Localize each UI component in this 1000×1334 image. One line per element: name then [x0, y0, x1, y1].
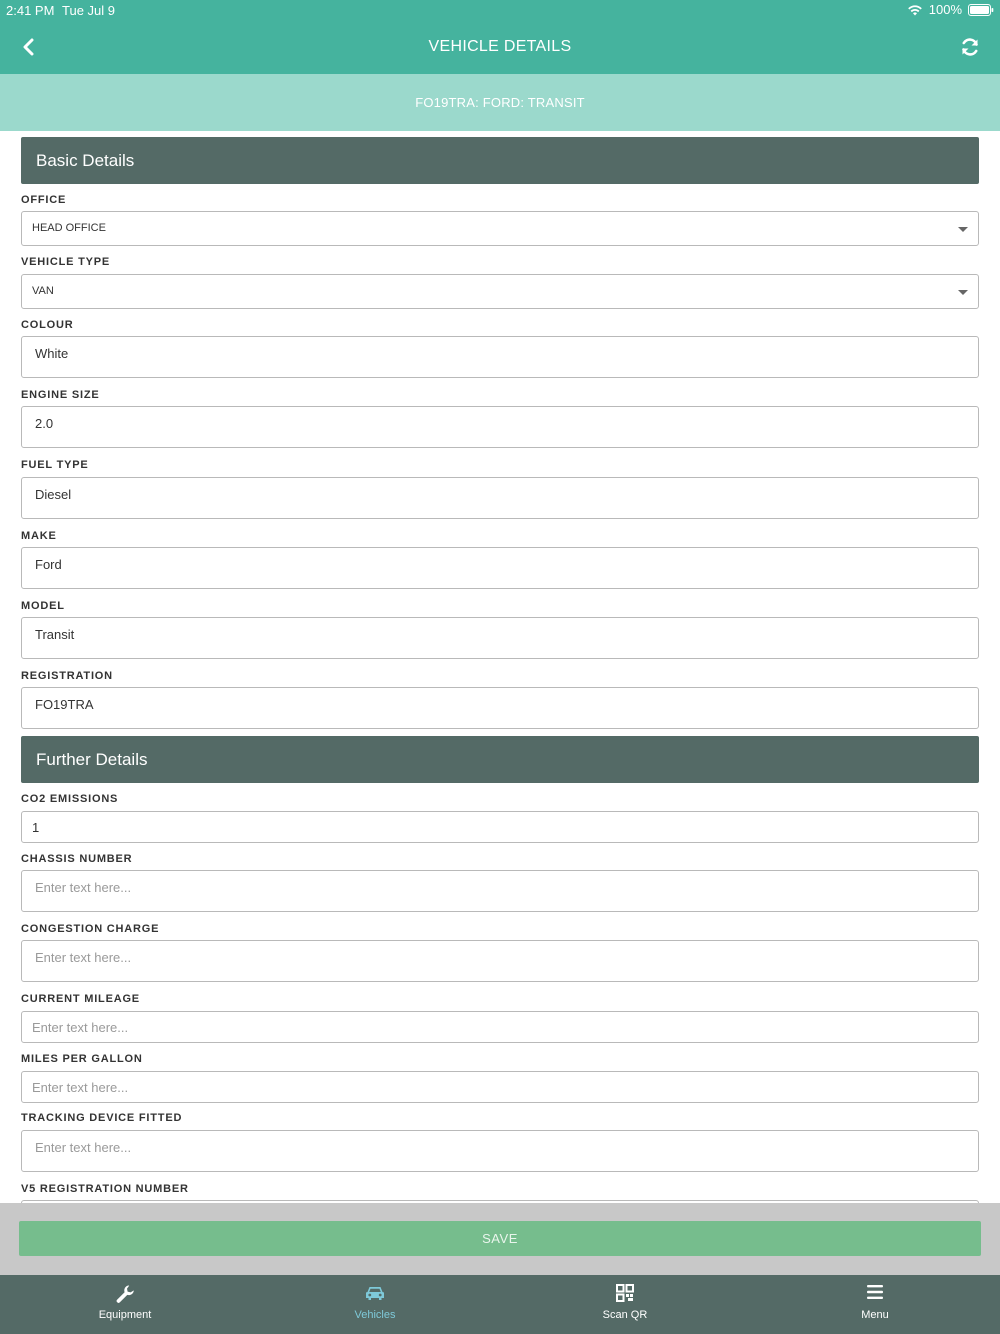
tab-label: Equipment [98, 1309, 152, 1321]
tab-equipment[interactable] [0, 1275, 250, 1334]
colour-label: COLOUR [21, 319, 74, 331]
vehicle-type-value: VAN [32, 285, 54, 297]
congestion-input[interactable] [21, 940, 979, 982]
chassis-input[interactable] [21, 870, 979, 912]
wifi-icon [907, 4, 923, 16]
engine-size-value: 2.0 [35, 416, 54, 431]
fuel-type-label: FUEL TYPE [21, 459, 89, 471]
page-title: VEHICLE DETAILS [428, 38, 572, 55]
status-indicators [907, 2, 994, 17]
status-time: 2:41 PM [6, 3, 55, 18]
chassis-placeholder: Enter text here... [35, 880, 132, 895]
mpg-placeholder: Enter text here... [32, 1080, 129, 1095]
refresh-button[interactable] [956, 34, 984, 60]
mileage-label: CURRENT MILEAGE [21, 993, 140, 1005]
hamburger-menu-icon [866, 1284, 884, 1300]
status-bar [0, 0, 1000, 20]
tab-menu[interactable] [750, 1275, 1000, 1334]
engine-size-input[interactable] [21, 406, 979, 448]
chassis-label: CHASSIS NUMBER [21, 853, 133, 865]
tab-scan-qr[interactable] [500, 1275, 750, 1334]
office-value: HEAD OFFICE [32, 222, 106, 234]
wrench-icon [115, 1284, 135, 1304]
vehicle-type-label: VEHICLE TYPE [21, 256, 111, 268]
office-label: OFFICE [21, 194, 67, 206]
mileage-input[interactable] [21, 1011, 979, 1043]
save-button[interactable]: SAVE [19, 1221, 981, 1256]
co2-input[interactable] [21, 811, 979, 843]
registration-label: REGISTRATION [21, 670, 113, 682]
model-label: MODEL [21, 600, 65, 612]
v5-label: V5 REGISTRATION NUMBER [21, 1183, 189, 1195]
tracking-input[interactable] [21, 1130, 979, 1172]
battery-icon [968, 4, 994, 16]
congestion-label: CONGESTION CHARGE [21, 923, 160, 935]
tab-label: Menu [861, 1309, 889, 1321]
status-date: Tue Jul 9 [62, 3, 115, 18]
co2-value: 1 [32, 820, 40, 835]
fuel-type-input[interactable] [21, 477, 979, 519]
qr-code-icon [616, 1284, 634, 1302]
vehicle-summary: FO19TRA: FORD: TRANSIT [0, 74, 1000, 131]
registration-value: FO19TRA [35, 697, 94, 712]
tab-label: Scan QR [602, 1309, 648, 1321]
model-input[interactable] [21, 617, 979, 659]
section-header-basic-details: Basic Details [21, 137, 979, 184]
make-value: Ford [35, 557, 62, 572]
congestion-placeholder: Enter text here... [35, 950, 132, 965]
co2-label: CO2 EMISSIONS [21, 793, 119, 805]
office-select[interactable] [21, 211, 979, 246]
colour-value: White [35, 346, 69, 361]
refresh-icon [960, 37, 980, 57]
tab-bar [0, 1275, 1000, 1334]
caret-down-icon [958, 227, 968, 232]
colour-input[interactable] [21, 336, 979, 378]
make-input[interactable] [21, 547, 979, 589]
model-value: Transit [35, 627, 75, 642]
mpg-label: MILES PER GALLON [21, 1053, 143, 1065]
nav-bar [0, 20, 1000, 74]
engine-size-label: ENGINE SIZE [21, 389, 100, 401]
vehicle-form [0, 131, 1000, 1203]
registration-input[interactable] [21, 687, 979, 729]
tab-label: Vehicles [354, 1309, 396, 1321]
vehicle-type-select[interactable] [21, 274, 979, 309]
tracking-placeholder: Enter text here... [35, 1140, 132, 1155]
mpg-input[interactable] [21, 1071, 979, 1103]
car-icon [365, 1284, 385, 1302]
battery-percent: 100% [928, 2, 962, 17]
section-header-further-details: Further Details [21, 736, 979, 783]
caret-down-icon [958, 290, 968, 295]
mileage-placeholder: Enter text here... [32, 1020, 129, 1035]
save-bar [0, 1203, 1000, 1275]
tracking-label: TRACKING DEVICE FITTED [21, 1112, 183, 1124]
make-label: MAKE [21, 530, 57, 542]
tab-vehicles[interactable] [250, 1275, 500, 1334]
fuel-type-value: Diesel [35, 487, 72, 502]
